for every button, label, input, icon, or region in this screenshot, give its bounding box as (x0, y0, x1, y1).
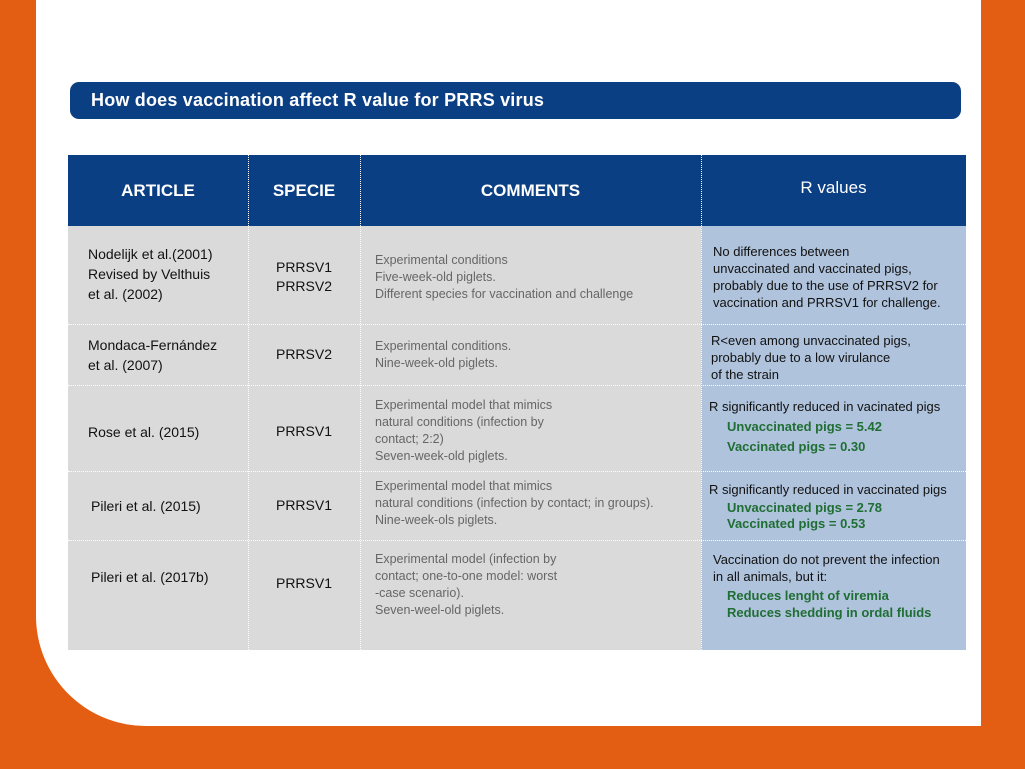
row0-specie-line: PRRSV1 (275, 259, 333, 275)
row2-comment-line: contact; 2:2) (375, 432, 444, 446)
row3-r-values (709, 481, 965, 532)
r-values-table (68, 155, 966, 650)
row1-article-line: et al. (2007) (88, 357, 163, 373)
row3-specie (248, 496, 360, 515)
page-title: How does vaccination affect R value for PRRS virus (91, 90, 545, 110)
row-divider (68, 324, 966, 325)
row3-comments (375, 478, 701, 529)
row4-article (91, 567, 249, 587)
row2-article (88, 422, 246, 442)
row3-article-line: Pileri et al. (2015) (91, 498, 201, 514)
row4-comment-line: contact; one-to-one model: worst (375, 569, 558, 583)
row3-specie-line: PRRSV1 (275, 497, 333, 513)
row0-r-line: unvaccinated and vaccinated pigs, (713, 261, 912, 276)
row2-comments (375, 397, 695, 465)
row0-article-line: Revised by Velthuis (88, 266, 211, 282)
row4-r-highlight: Reduces lenght of viremia (727, 588, 889, 603)
row1-r-line: of the strain (711, 367, 779, 382)
row2-specie-line: PRRSV1 (275, 423, 333, 439)
row4-comment-line: Experimental model (infection by (375, 552, 557, 566)
row-divider (68, 471, 966, 472)
row2-comment-line: Seven-week-old piglets. (375, 449, 508, 463)
row1-article-line: Mondaca-Fernández (88, 337, 218, 353)
row3-r-highlight: Unvaccinated pigs = 2.78 (727, 500, 882, 515)
row1-r-values (711, 332, 961, 383)
row2-specie (248, 422, 360, 441)
row3-r-line: R significantly reduced in vaccinated pigs (709, 482, 947, 497)
column-divider (701, 155, 702, 650)
row4-specie-line: PRRSV1 (275, 575, 333, 591)
row1-specie-line: PRRSV2 (275, 346, 333, 362)
row-divider (68, 385, 966, 386)
row0-comment-line: Experimental conditions (375, 253, 508, 267)
row0-r-values (713, 243, 963, 311)
row2-r-highlight: Vaccinated pigs = 0.30 (727, 439, 866, 454)
row4-comments (375, 551, 695, 619)
row0-article-line: et al. (2002) (88, 286, 163, 302)
row2-r-line: R significantly reduced in vacinated pigs (709, 399, 941, 414)
row3-comment-line: Nine-week-ols piglets. (375, 513, 498, 527)
row0-r-line: No differences between (713, 244, 850, 259)
row0-comment-line: Five-week-old piglets. (375, 270, 496, 284)
row1-r-line: R<even among unvaccinated pigs, (711, 333, 911, 348)
row4-r-line: Vaccination do not prevent the infection (713, 552, 940, 567)
row0-specie-line: PRRSV2 (275, 278, 333, 294)
row1-r-line: probably due to a low virulance (711, 350, 891, 365)
row2-r-highlight: Unvaccinated pigs = 5.42 (727, 419, 882, 434)
header-article: ARTICLE (121, 180, 195, 200)
row3-comment-line: Experimental model that mimics (375, 479, 553, 493)
row4-r-line: in all animals, but it: (713, 569, 828, 584)
row0-specie (248, 258, 360, 296)
row0-r-line: vaccination and PRRSV1 for challenge. (713, 295, 941, 310)
row0-comments (375, 252, 695, 303)
header-comments: COMMENTS (480, 180, 581, 200)
row4-r-highlight: Reduces shedding in ordal fluids (727, 605, 932, 620)
row3-r-highlight: Vaccinated pigs = 0.53 (727, 516, 866, 531)
row1-article (88, 335, 246, 375)
column-divider (248, 155, 249, 650)
row0-r-line: probably due to the use of PRRSV2 for (713, 278, 938, 293)
row0-comment-line: Different species for vaccination and challenge (375, 287, 634, 301)
row4-comment-line: -case scenario). (375, 586, 464, 600)
row1-comment-line: Nine-week-old piglets. (375, 356, 498, 370)
row2-r-values (709, 398, 964, 457)
row3-comment-line: natural conditions (infection by contact; in groups). (375, 496, 654, 510)
row2-comment-line: natural conditions (infection by (375, 415, 544, 429)
row-divider (68, 540, 966, 541)
title-bar (70, 82, 961, 119)
column-divider (360, 155, 361, 650)
row3-article (91, 496, 249, 516)
row0-article (88, 244, 246, 304)
header-specie: SPECIE (272, 180, 336, 200)
header-r-values: R values (800, 178, 867, 197)
row4-comment-line: Seven-weel-old piglets. (375, 603, 505, 617)
row1-specie (248, 345, 360, 364)
row4-r-values (713, 551, 965, 621)
row4-article-line: Pileri et al. (2017b) (91, 569, 209, 585)
row0-article-line: Nodelijk et al.(2001) (88, 246, 213, 262)
row1-comments (375, 338, 695, 372)
row1-comment-line: Experimental conditions. (375, 339, 512, 353)
row2-comment-line: Experimental model that mimics (375, 398, 553, 412)
row4-specie (248, 574, 360, 593)
row2-article-line: Rose et al. (2015) (88, 424, 200, 440)
